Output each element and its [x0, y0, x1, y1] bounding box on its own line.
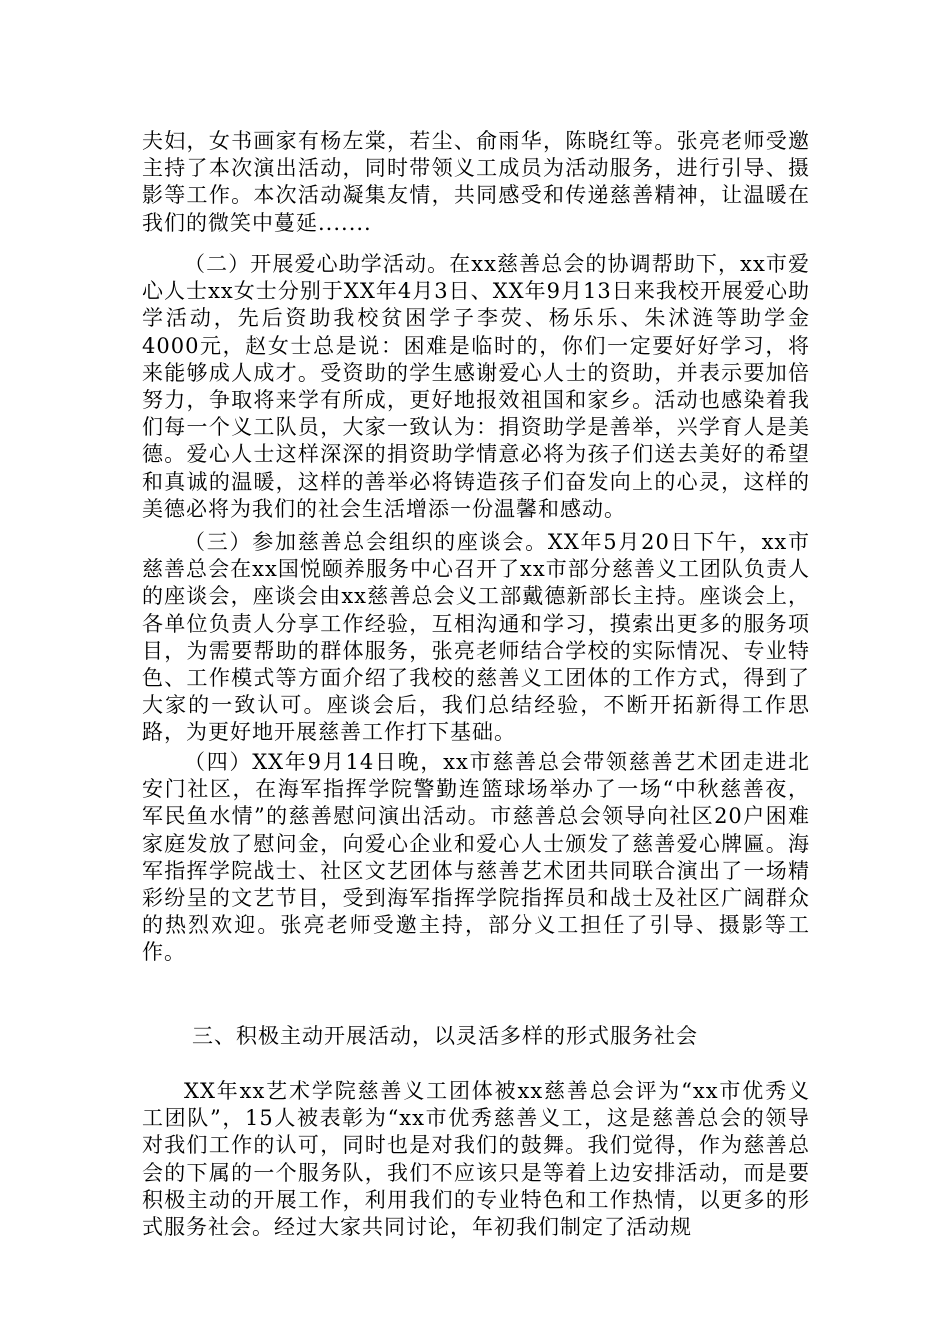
section-heading: 三、积极主动开展活动，以灵活多样的形式服务社会	[192, 1024, 698, 1048]
paragraph-continued: 夫妇，女书画家有杨左棠，若尘、俞雨华，陈晓红等。张亮老师受邀主持了本次演出活动，同时带领义工成员为活动服务，进行引导、摄影等工作。本次活动凝集友情，共同感受和传递慈善精神，让温暖在我们的微笑中蔓延.......	[142, 129, 810, 235]
paragraph-symposium: （三）参加慈善总会组织的座谈会。XX年5月20日下午，xx市慈善总会在xx国悦颐养服务中心召开了xx市部分慈善义工团队负责人的座谈会，座谈会由xx慈善总会义工部戴德新部长主持。座谈会上，各单位负责人分享工作经验，互相沟通和学习，摸索出更多的服务项目，为需要帮助的群体服务，张亮老师结合学校的实际情况、专业特色、工作模式等方面介绍了我校的慈善义工团体的工作方式，得到了大家的一致认可。座谈会后，我们总结经验，不断开拓新得工作思路，为更好地开展慈善工作打下基础。	[142, 530, 810, 745]
paragraph-student-aid: （二）开展爱心助学活动。在xx慈善总会的协调帮助下，xx市爱心人士xx女士分别于XX年4月3日、XX年9月13日来我校开展爱心助学活动，先后资助我校贫困学子李荧、杨乐乐、朱沭涟等助学金4000元，赵女士总是说：困难是临时的，你们一定要好好学习，将来能够成人成才。受资助的学生感谢爱心人士的资助，并表示要加倍努力，争取将来学有所成，更好地报效祖国和家乡。活动也感染着我们每一个义工队员，大家一致认为：捐资助学是善举，兴学育人是美德。爱心人士这样深深的捐资助学情意必将为孩子们送去美好的希望和真诚的温暖，这样的善举必将铸造孩子们奋发向上的心灵，这样的美德必将为我们的社会生活增添一份温馨和感动。	[142, 252, 810, 521]
paragraph-excellent-team: XX年xx艺术学院慈善义工团体被xx慈善总会评为“xx市优秀义工团队”，15人被表彰为“xx市优秀慈善义工，这是慈善总会的领导对我们工作的认可，同时也是对我们的鼓舞。我们觉得，作为慈善总会的下属的一个服务队，我们不应该只是等着上边安排活动，而是要积极主动的开展工作，利用我们的专业特色和工作热情，以更多的形式服务社会。经过大家共同讨论，年初我们制定了活动规	[142, 1079, 810, 1240]
paragraph-mid-autumn-event: （四）XX年9月14日晚，xx市慈善总会带领慈善艺术团走进北安门社区，在海军指挥学院警勤连篮球场举办了一场“中秋慈善夜，军民鱼水情”的慈善慰问演出活动。市慈善总会领导向社区20户困难家庭发放了慰问金，向爱心企业和爱心人士颁发了慈善爱心牌匾。海军指挥学院战士、社区文艺团体与慈善艺术团共同联合演出了一场精彩纷呈的文艺节目，受到海军指挥学院指挥员和战士及社区广阔群众的热烈欢迎。张亮老师受邀主持，部分义工担任了引导、摄影等工作。	[142, 750, 810, 965]
